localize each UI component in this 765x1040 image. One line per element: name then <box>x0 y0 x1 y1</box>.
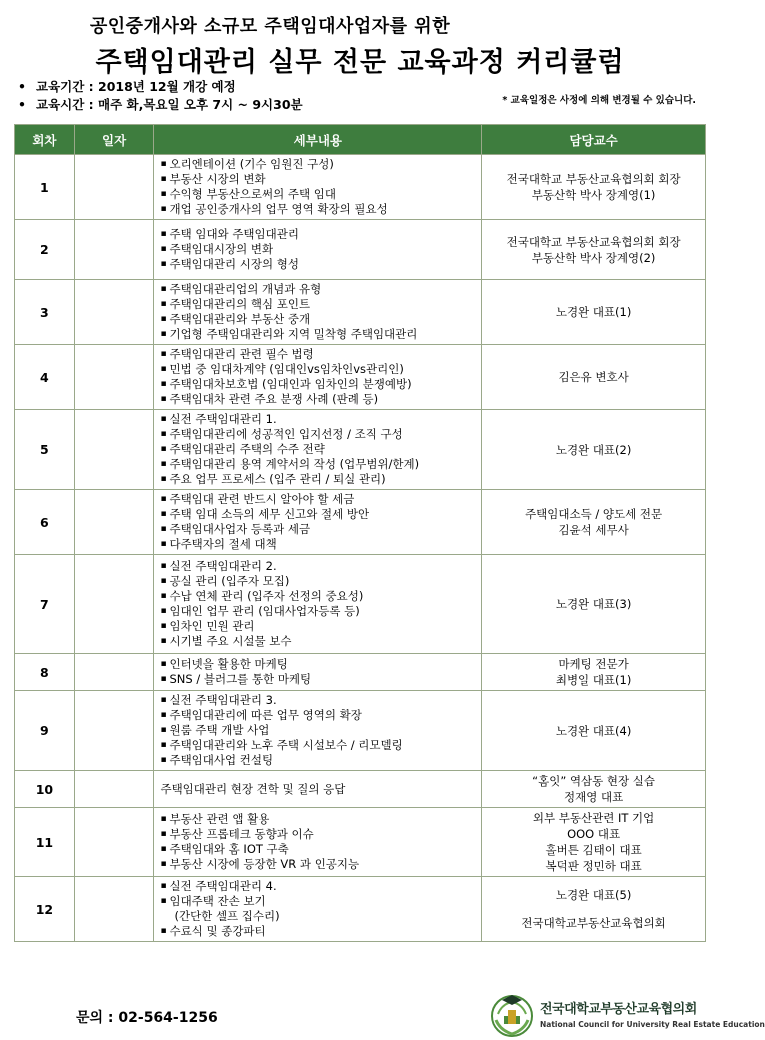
session-instructor <box>482 771 706 808</box>
instructor-line: 부동산학 박사 장계영(2) <box>531 250 656 265</box>
content-item: ▪ 시기별 주요 시설물 보수 <box>160 634 477 649</box>
org-name-en: National Council for University Real Estate Education <box>540 1020 765 1029</box>
session-date <box>74 771 154 808</box>
instructor-line: 노경완 대표(2) <box>555 442 632 457</box>
session-content <box>154 410 482 490</box>
content-item: ▪ 주택임대관리 관련 필수 법령 <box>160 347 477 362</box>
content-item: ▪ 주택임대차 관련 주요 분쟁 사례 (판례 등) <box>160 392 477 407</box>
content-item: ▪ 부동산 시장의 변화 <box>160 172 477 187</box>
schedule-notice: * 교육일정은 사정에 의해 변경될 수 있습니다. <box>502 95 696 106</box>
session-date <box>74 555 154 654</box>
session-content <box>154 280 482 345</box>
content-item: ▪ 주택 임대 소득의 세무 신고와 절세 방안 <box>160 507 477 522</box>
session-date <box>74 280 154 345</box>
content-item: ▪ 실전 주택임대관리 2. <box>160 559 477 574</box>
content-item: ▪ SNS / 블러그를 통한 마케팅 <box>160 672 477 687</box>
session-number: 12 <box>15 877 75 942</box>
instructor-line: 전국대학교 부동산교육협의회 회장 <box>506 172 681 186</box>
instructor-line: 김윤석 세무사 <box>558 523 629 537</box>
content-item: ▪ 임대인 업무 관리 (임대사업자등록 등) <box>160 604 477 619</box>
org-logo-icon <box>488 990 536 1038</box>
table-row <box>15 555 706 654</box>
table-row <box>15 771 706 808</box>
instructor-line: 복덕판 정민하 대표 <box>545 859 642 873</box>
curriculum-table <box>14 124 706 942</box>
instructor-line: 김은유 변호사 <box>558 370 629 384</box>
content-item: ▪ 원룸 주택 개발 사업 <box>160 723 477 738</box>
content-item: ▪ 주택임대관리의 핵심 포인트 <box>160 297 477 312</box>
content-item: ▪ 주택임대관리 용역 계약서의 작성 (업무범위/한계) <box>160 457 477 472</box>
session-instructor <box>482 691 706 771</box>
table-row <box>15 490 706 555</box>
session-content <box>154 771 482 808</box>
content-item: ▪ 주요 업무 프로세스 (입주 관리 / 퇴실 관리) <box>160 472 477 487</box>
content-item: ▪ 주택임대시장의 변화 <box>160 242 477 257</box>
content-item: ▪ 부동산 관련 앱 활용 <box>160 812 477 827</box>
session-instructor <box>482 490 706 555</box>
session-content <box>154 654 482 691</box>
session-instructor <box>482 877 706 942</box>
table-row <box>15 808 706 877</box>
session-date <box>74 691 154 771</box>
table-row <box>15 155 706 220</box>
table-row <box>15 654 706 691</box>
session-content <box>154 808 482 877</box>
session-number: 2 <box>15 220 75 280</box>
page-subtitle: 공인중개사와 소규모 주택임대사업자를 위한 <box>89 16 451 37</box>
session-instructor <box>482 555 706 654</box>
session-instructor <box>482 808 706 877</box>
session-number: 5 <box>15 410 75 490</box>
header-session: 회차 <box>15 125 75 155</box>
content-item: ▪ 임차인 민원 관리 <box>160 619 477 634</box>
session-instructor <box>482 220 706 280</box>
instructor-line: 정재영 대표 <box>563 790 624 804</box>
content-item: ▪ 기업형 주택임대관리와 지역 밀착형 주택임대관리 <box>160 327 477 342</box>
session-number: 8 <box>15 654 75 691</box>
content-item: ▪ 주택임대 관련 반드시 알아야 할 세금 <box>160 492 477 507</box>
session-number: 10 <box>15 771 75 808</box>
session-number: 3 <box>15 280 75 345</box>
session-number: 1 <box>15 155 75 220</box>
session-instructor <box>482 654 706 691</box>
instructor-line: 전국대학교 부동산교육협의회 회장 <box>506 234 681 249</box>
instructor-line: 주택임대소득 / 양도세 전문 <box>525 507 663 521</box>
session-content <box>154 220 482 280</box>
table-row <box>15 691 706 771</box>
session-instructor <box>482 345 706 410</box>
content-item: ▪ 오리엔테이션 (기수 임원진 구성) <box>160 157 477 172</box>
session-date <box>74 220 154 280</box>
content-item: ▪ 수납 연체 관리 (입주자 선정의 중요성) <box>160 589 477 604</box>
session-content <box>154 490 482 555</box>
table-row <box>15 280 706 345</box>
session-number: 7 <box>15 555 75 654</box>
contact-info: 문의 : 02-564-1256 <box>76 1010 218 1026</box>
content-item: ▪ 주택임대관리업의 개념과 유형 <box>160 282 477 297</box>
content-item: ▪ 실전 주택임대관리 4. <box>160 879 477 894</box>
content-item: ▪ 실전 주택임대관리 1. <box>160 412 477 427</box>
content-item: ▪ 주택임대사업 컨설팅 <box>160 753 477 768</box>
session-content <box>154 691 482 771</box>
table-row <box>15 877 706 942</box>
session-instructor <box>482 155 706 220</box>
content-item: ▪ 공실 관리 (입주자 모집) <box>160 574 477 589</box>
content-item: ▪ 주택임대사업자 등록과 세금 <box>160 522 477 537</box>
content-item: ▪ 주택임대관리에 성공적인 입지선정 / 조직 구성 <box>160 427 477 442</box>
instructor-line: OOO 대표 <box>567 827 621 841</box>
course-time: • 교육시간 : 매주 화,목요일 오후 7시 ~ 9시30분 <box>18 96 303 114</box>
session-number: 9 <box>15 691 75 771</box>
content-item: ▪ 주택임대관리와 부동산 중개 <box>160 312 477 327</box>
instructor-line <box>486 903 701 915</box>
instructor-line: 최병일 대표(1) <box>555 673 632 687</box>
content-item: ▪ 주택 임대와 주택임대관리 <box>160 227 477 242</box>
content-item: ▪ 임대주택 잔손 보기 <box>160 894 477 909</box>
org-name: 전국대학교부동산교육협의회 <box>540 1002 697 1017</box>
instructor-line: 마케팅 전문가 <box>558 657 629 671</box>
session-content <box>154 555 482 654</box>
instructor-line: “홈잇” 역삼동 현장 실습 <box>532 774 656 788</box>
content-item: ▪ 주택임대관리 주택의 수주 전략 <box>160 442 477 457</box>
table-row <box>15 220 706 280</box>
instructor-line: 노경완 대표(3) <box>555 597 632 611</box>
session-instructor <box>482 280 706 345</box>
course-info <box>18 78 303 114</box>
content-item: ▪ 수익형 부동산으로써의 주택 임대 <box>160 187 477 202</box>
page-title: 주택임대관리 실무 전문 교육과정 커리큘럼 <box>95 47 625 78</box>
session-date <box>74 410 154 490</box>
content-item: ▪ 부동산 시장에 등장한 VR 과 인공지능 <box>160 857 477 872</box>
session-date <box>74 808 154 877</box>
instructor-line: 외부 부동산관련 IT 기업 <box>532 811 655 825</box>
content-item: ▪ 다주택자의 절세 대책 <box>160 537 477 552</box>
session-content <box>154 155 482 220</box>
session-date <box>74 654 154 691</box>
session-date <box>74 345 154 410</box>
session-number: 11 <box>15 808 75 877</box>
session-date <box>74 155 154 220</box>
table-row <box>15 345 706 410</box>
session-date <box>74 877 154 942</box>
content-item: ▪ 주택임대관리와 노후 주택 시설보수 / 리모델링 <box>160 738 477 753</box>
instructor-line: 전국대학교부동산교육협의회 <box>521 916 666 930</box>
content-item: (간단한 셀프 집수리) <box>174 909 280 923</box>
content-item: ▪ 민법 중 임대차계약 (임대인vs임차인vs관리인) <box>160 362 477 377</box>
table-row <box>15 410 706 490</box>
content-item: ▪ 실전 주택임대관리 3. <box>160 693 477 708</box>
header-content: 세부내용 <box>154 125 482 155</box>
header-date: 일자 <box>74 125 154 155</box>
content-item: ▪ 주택임대와 홈 IOT 구축 <box>160 842 477 857</box>
content-item: 주택임대관리 현장 견학 및 질의 응답 <box>160 781 346 796</box>
session-number: 4 <box>15 345 75 410</box>
instructor-line: 노경완 대표(4) <box>555 723 632 738</box>
instructor-line: 노경완 대표(1) <box>555 305 632 319</box>
instructor-line: 노경완 대표(5) <box>555 888 632 902</box>
content-item: ▪ 인터넷을 활용한 마케팅 <box>160 657 477 672</box>
content-item: ▪ 개업 공인중개사의 업무 영역 확장의 필요성 <box>160 202 477 217</box>
header-instructor: 담당교수 <box>482 125 706 155</box>
session-number: 6 <box>15 490 75 555</box>
content-item: ▪ 부동산 프롭테크 동향과 이슈 <box>160 827 477 842</box>
session-instructor <box>482 410 706 490</box>
session-content <box>154 877 482 942</box>
instructor-line: 부동산학 박사 장계영(1) <box>531 188 656 202</box>
content-item: ▪ 주택임대관리 시장의 형성 <box>160 257 477 272</box>
session-content <box>154 345 482 410</box>
session-date <box>74 490 154 555</box>
content-item: ▪ 수료식 및 종강파티 <box>160 924 477 939</box>
content-item: ▪ 주택임대차보호법 (임대인과 임차인의 분쟁예방) <box>160 377 477 392</box>
table-header-row <box>15 125 706 155</box>
course-period: • 교육기간 : 2018년 12월 개강 예정 <box>18 78 303 96</box>
content-item: ▪ 주택임대관리에 따른 업무 영역의 확장 <box>160 708 477 723</box>
org-logo-text <box>540 998 765 1029</box>
instructor-line: 홀버튼 김태이 대표 <box>545 843 642 857</box>
